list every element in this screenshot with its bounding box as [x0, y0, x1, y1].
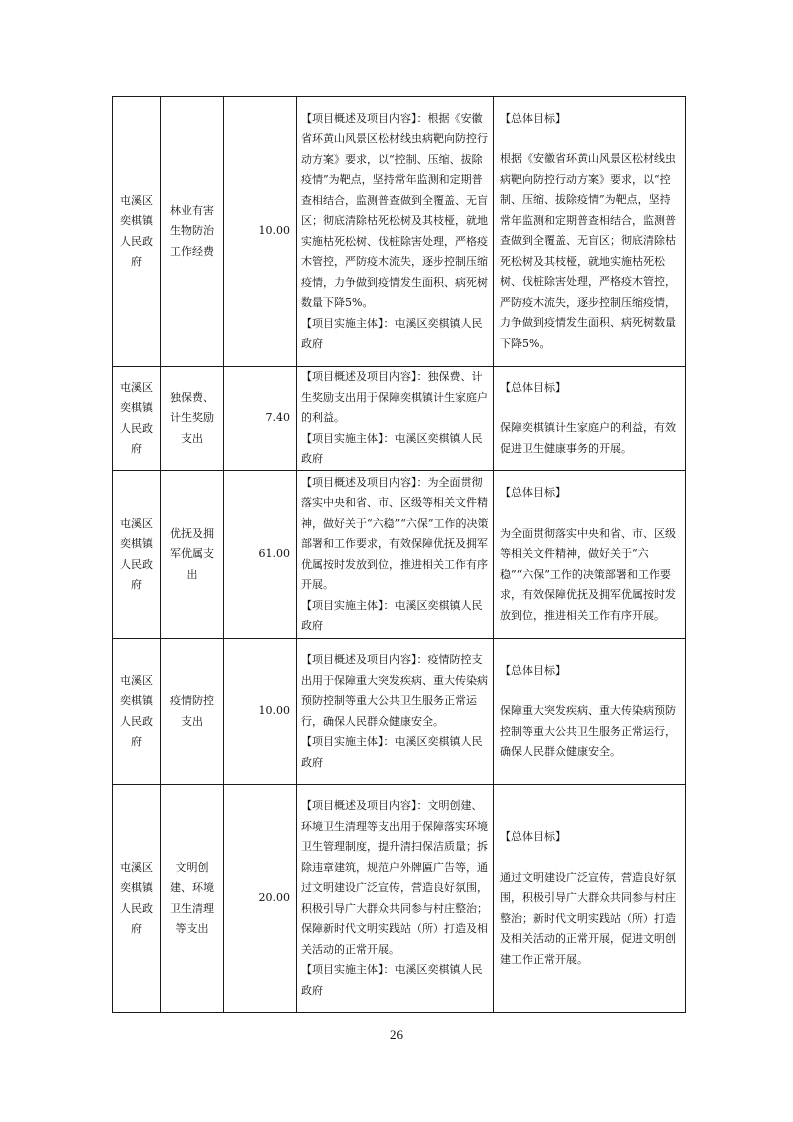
- description-label: 【项目概述及项目内容】：: [301, 653, 428, 666]
- table-row: [113, 639, 686, 785]
- amount-cell: 10.00: [224, 639, 297, 785]
- description-text: 独保费、计生奖励支出用于保障奕棋镇计生家庭户的利益。: [301, 370, 488, 425]
- overall-goal-cell: [494, 97, 686, 367]
- goal-label: 【总体目标】: [500, 486, 566, 499]
- project-name-cell: 文明创建、环境卫生清理等支出: [161, 785, 224, 1013]
- unit-cell: 屯溪区奕棋镇人民政府: [113, 367, 161, 471]
- project-name-cell: 疫情防控支出: [161, 639, 224, 785]
- overall-goal-cell: [494, 639, 686, 785]
- unit-cell: 屯溪区奕棋镇人民政府: [113, 785, 161, 1013]
- goal-text: 保障奕棋镇计生家庭户的利益，有效促进卫生健康事务的开展。: [500, 421, 676, 455]
- project-description-cell: [297, 97, 494, 367]
- goal-text: 为全面贯彻落实中央和省、市、区级等相关文件精神，做好关于“六稳”“六保”工作的决策部署和工作要求，有效保障优抚及拥军优属按时发放到位，推进相关工作有序开展。: [500, 526, 676, 622]
- project-name-cell: 优抚及拥军优属支出: [161, 471, 224, 639]
- goal-text: 保障重大突发疾病、重大传染病预防控制等重大公共卫生服务正常运行，确保人民群众健康安全。: [500, 704, 676, 758]
- implementer-label: 【项目实施主体】：: [301, 316, 395, 330]
- implementer-label: 【项目实施主体】：: [301, 598, 395, 612]
- description-text: 疫情防控支出用于保障重大突发疾病、重大传染病预防控制等重大公共卫生服务正常运行，确保人民群众健康安全。: [301, 653, 488, 728]
- unit-cell: 屯溪区奕棋镇人民政府: [113, 97, 161, 367]
- implementer-label: 【项目实施主体】：: [301, 735, 395, 748]
- amount-cell: 10.00: [224, 97, 297, 367]
- table-row: [113, 785, 686, 1013]
- project-description-cell: [297, 639, 494, 785]
- goal-label: 【总体目标】: [500, 380, 566, 394]
- overall-goal-cell: [494, 367, 686, 471]
- description-text: 文明创建、环境卫生清理等支出用于保障落实环境卫生管理制度，提升清扫保洁质量；拆除违章建筑，规范户外牌匾广告等，通过文明建设广泛宣传，营造良好氛围，积极引导广大群众共同参与村庄整治；保障新时代文明实践站（所）打造及相关活动的正常开展。: [301, 799, 488, 956]
- amount-cell: 20.00: [224, 785, 297, 1013]
- goal-label: 【总体目标】: [500, 830, 566, 843]
- goal-text: 通过文明建设广泛宣传，营造良好氛围，积极引导广大群众共同参与村庄整治；新时代文明实践站（所）打造及相关活动的正常开展，促进文明创建工作正常开展。: [500, 870, 676, 966]
- project-description-cell: [297, 367, 494, 471]
- table-row: [113, 471, 686, 639]
- goal-label: 【总体目标】: [500, 111, 566, 125]
- project-name-cell: 独保费、计生奖励支出: [161, 367, 224, 471]
- implementer-text: 屯溪区奕棋镇人民政府: [301, 316, 483, 350]
- implementer-text: 屯溪区奕棋镇人民政府: [301, 963, 483, 997]
- goal-text: 根据《安徽省环黄山风景区松材线虫病靶向防控行动方案》要求，以“控制、压缩、拔除疫情”为靶点，坚持常年监测和定期普查相结合，监测普查做到全覆盖、无盲区；彻底清除枯死松树及其枝桠，就地实施枯死松树、伐桩除害处理，严格疫木管控，严防疫木流失，逐步控制压缩疫情，力争做到疫情发生面积、病死树数量下降5%。: [500, 152, 676, 350]
- project-description-cell: [297, 471, 494, 639]
- description-label: 【项目概述及项目内容】：: [301, 111, 428, 125]
- unit-cell: 屯溪区奕棋镇人民政府: [113, 639, 161, 785]
- implementer-text: 屯溪区奕棋镇人民政府: [301, 598, 483, 632]
- amount-cell: 7.40: [224, 367, 297, 471]
- overall-goal-cell: [494, 785, 686, 1013]
- amount-cell: 61.00: [224, 471, 297, 639]
- description-label: 【项目概述及项目内容】：: [301, 799, 428, 812]
- page-number: 26: [390, 1027, 403, 1042]
- description-label: 【项目概述及项目内容】：: [301, 475, 428, 489]
- project-budget-table: [112, 96, 686, 1013]
- implementer-label: 【项目实施主体】：: [301, 963, 395, 976]
- unit-cell: 屯溪区奕棋镇人民政府: [113, 471, 161, 639]
- implementer-text: 屯溪区奕棋镇人民政府: [301, 735, 483, 769]
- description-label: 【项目概述及项目内容】：: [301, 370, 428, 384]
- project-name-cell: 林业有害生物防治工作经费: [161, 97, 224, 367]
- project-description-cell: [297, 785, 494, 1013]
- goal-label: 【总体目标】: [500, 663, 566, 677]
- implementer-label: 【项目实施主体】：: [301, 431, 395, 445]
- implementer-text: 屯溪区奕棋镇人民政府: [301, 431, 483, 466]
- table-row: [113, 97, 686, 367]
- description-text: 为全面贯彻落实中央和省、市、区级等相关文件精神，做好关于“六稳”“六保”工作的决策部署和工作要求，有效保障优抚及拥军优属按时发放到位，推进相关工作有序开展。: [301, 475, 489, 591]
- table-row: [113, 367, 686, 471]
- description-text: 根据《安徽省环黄山风景区松材线虫病靶向防控行动方案》要求，以“控制、压缩、拔除疫情”为靶点，坚持常年监测和定期普查相结合，监测普查做到全覆盖、无盲区；彻底清除枯死松树及其枝桠，就地实施枯死松树、伐桩除害处理，严格疫木管控，严防疫木流失，逐步控制压缩疫情，力争做到疫情发生面积、病死树数量下降5%。: [301, 111, 488, 309]
- overall-goal-cell: [494, 471, 686, 639]
